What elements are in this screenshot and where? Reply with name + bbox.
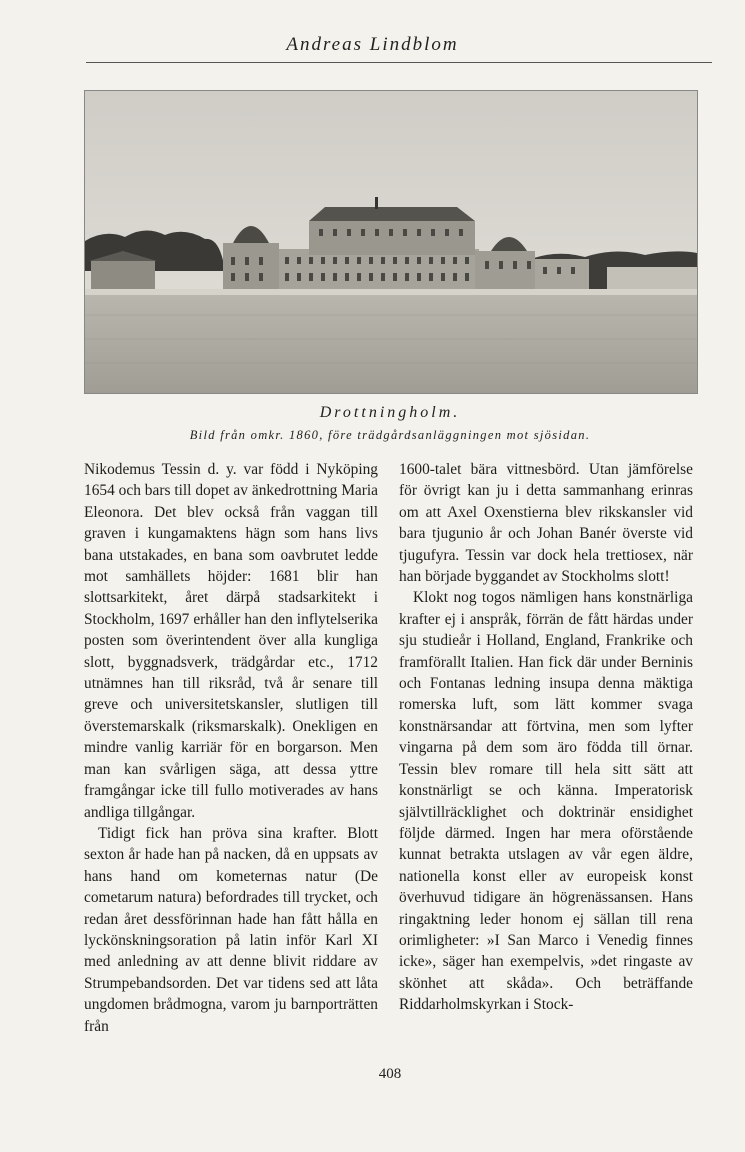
- text-column-left: [84, 459, 378, 1037]
- paragraph: Tidigt fick han pröva sina krafter. Blott sexton år hade han på nacken, då en uppsats av hans hand om kometernas natur (De cometarum natura) befordrades till trycket, och redan året dessförinnan hade han fått hålla en lyckönskningsoration på latin inför Karl XI med anledning av att denne blivit riddare av Strumpebandsorden. Det var tidens sed att låta ungdomen brådmogna, varom ju barnporträtten från: [84, 824, 378, 1035]
- palace-photo-icon: [84, 90, 698, 394]
- page-number: 408: [378, 1066, 402, 1082]
- paragraph: Klokt nog togos nämligen hans konstnärliga krafter ej i anspråk, förrän de fått härdas under sju studieår i Holland, England, Frankrike och framförallt Italien. Han fick där under Berninis och Fontanas ledning insupa denna mäktiga romerska luft, som lätt kommer svaga konstnärsandar att förtvina, men som lyfter vingarna på dem som äro födda till örnar. Tessin blev romare till hela sitt sätt att konstnärligt se och känna. Imperatorisk självtillräcklighet och doktrinär ensidighet följde därmed. Ingen har mera oförstående kunnat betrakta utslagen av vår egen äldre, nationella konst eller av europeisk konst överhuvud tidigare än högrenässansen. Hans ringaktning leder honom ej sällan till rena orimligheter: »I San Marco i Venedig finnes icke», säger han exempelvis, »det ringaste av skönhet att skåda». Och beträffande Riddarholmskyrkan i Stock-: [399, 589, 693, 1014]
- figure-caption-title: Drottningholm.: [319, 404, 461, 421]
- photo-illustration: [85, 91, 697, 393]
- header-rule: [86, 62, 712, 63]
- running-head: Andreas Lindblom: [286, 34, 459, 55]
- paragraph: 1600-talet bära vittnesbörd. Utan jämförelse för övrigt kan ju i detta sammanhang erinras om att Axel Oxenstierna blev rikskansler vid bara tjugunio år och Johan Banér överste vid tjugufyra. Tessin var dock hela trettiosex, när han började byggandet av Stockholms slott!: [399, 461, 693, 586]
- paragraph: Nikodemus Tessin d. y. var född i Nyköping 1654 och bars till dopet av änkedrottning Maria Eleonora. Det blev också från vaggan till graven i kungamaktens hägn som hans livs bana utstakades, en bana som oavbrutet ledde mot samhällets höjder: 1681 blir han slottsarkitekt, året därpå stadsarkitekt i Stockholm, 1697 erhåller han den inflytelserika posten som överintendent över alla kungliga slott, byggnadsverk, trädgårdar etc., 1712 utnämnes han till riksråd, två år senare till greve och universitetskansler, slutligen till överstemarskalk (riksmarskalk). Onekligen en mindre vanlig karriär för en borgarson. Men man kan svårligen säga, att dessa yttre framgångar icke till fullo motiverades av hans andliga tillgångar.: [84, 461, 378, 821]
- text-column-right: [399, 459, 693, 1016]
- figure-caption-subtitle: Bild från omkr. 1860, före trädgårdsanläggningen mot sjösidan.: [189, 428, 591, 442]
